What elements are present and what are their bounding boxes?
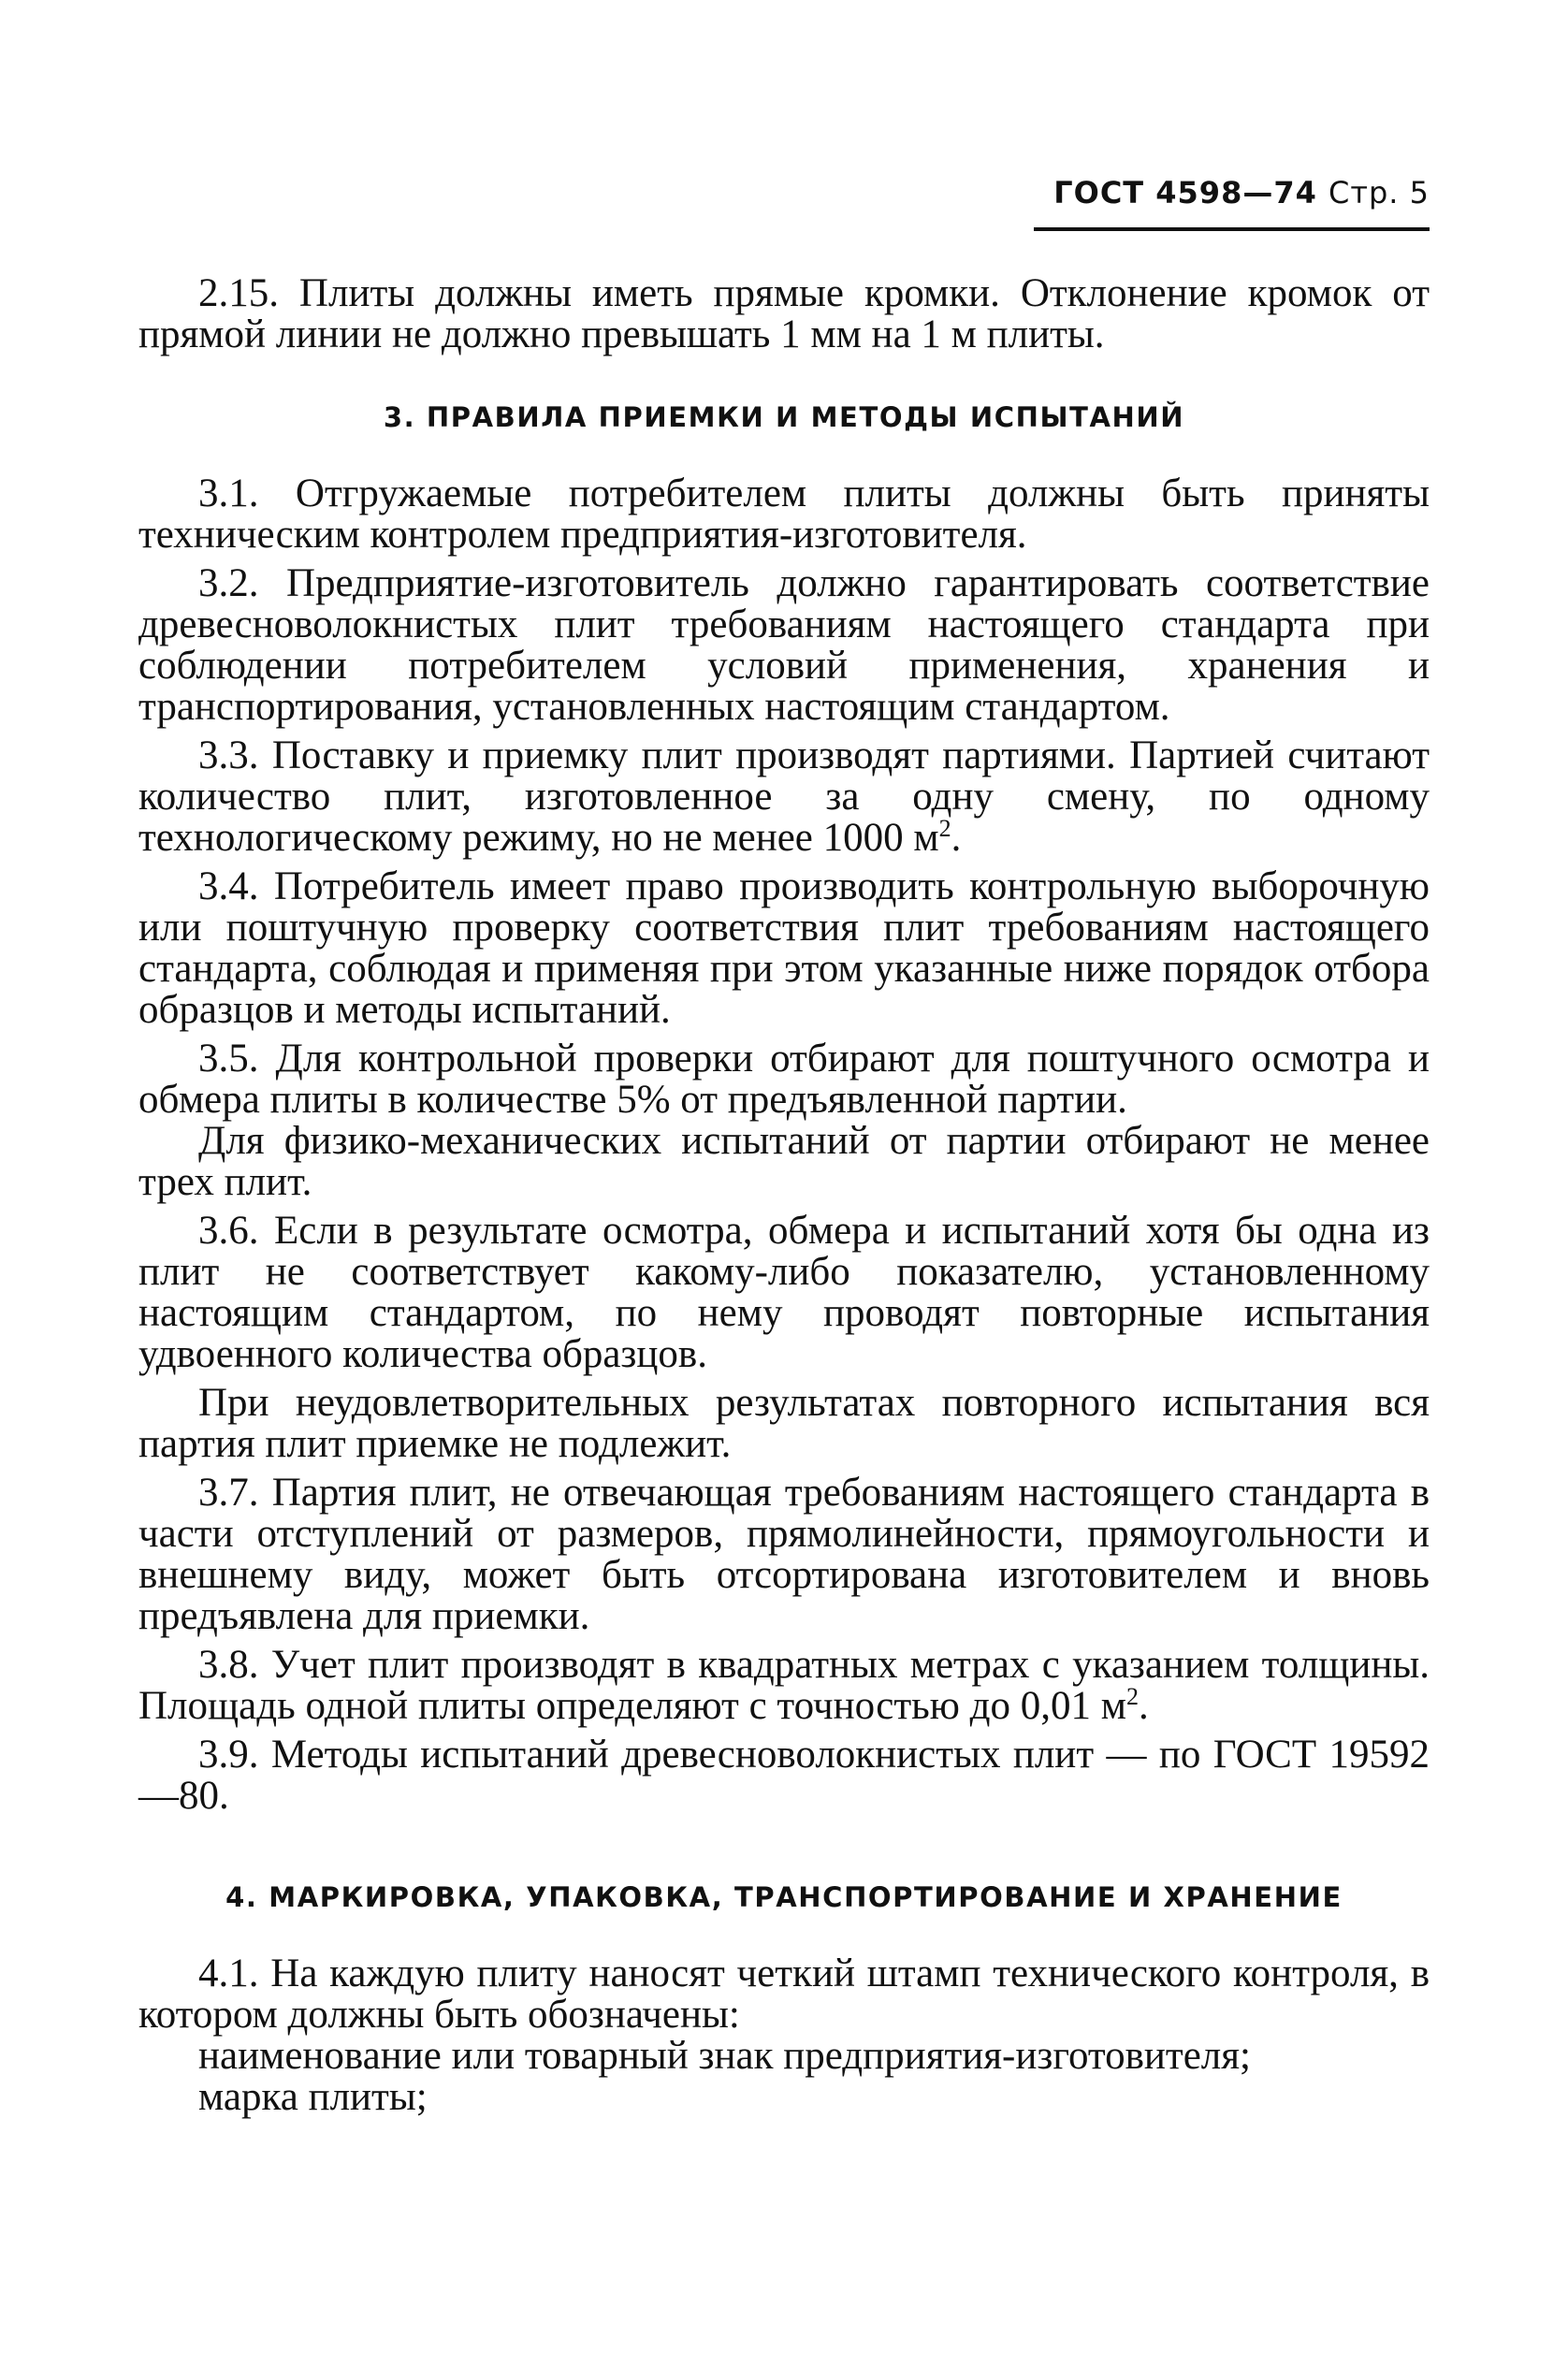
paragraph-3-3-end: .	[951, 816, 962, 860]
paragraph-3-9: 3.9. Методы испытаний древесноволокнистых плит — по ГОСТ 19592—80.	[138, 1733, 1430, 1818]
paragraph-3-5: 3.5. Для контрольной проверки отбирают для поштучного осмотра и обмера плиты в количестве 5% от предъявленной партии.	[138, 1037, 1430, 1122]
paragraph-3-4: 3.4. Потребитель имеет право производить контрольную выборочную или поштучную проверку соответствия плит требованиям настоящего стандарта, соблюдая и применяя при этом указанные ниже порядок отбора образцов и методы испытаний.	[138, 864, 1430, 1032]
paragraph-3-7: 3.7. Партия плит, не отвечающая требованиям настоящего стандарта в части отступлений от размеров, прямолинейности, прямоугольности и внешнему виду, может быть отсортирована изготовителем и вновь предъявлена для приемки.	[138, 1471, 1430, 1638]
squared-superscript: 2	[1125, 1683, 1139, 1710]
paragraph-3-8-end: .	[1138, 1684, 1149, 1728]
list-item: наименование или товарный знак предприятия-изготовителя;	[198, 2034, 1251, 2078]
paragraph-3-3	[138, 735, 1430, 859]
paragraph-2-15: 2.15. Плиты должны иметь прямые кромки. Отклонение кромок от прямой линии не должно превышать 1 мм на 1 м плиты.	[138, 271, 1430, 356]
paragraph-3-5-continued: Для физико-механических испытаний от партии отбирают не менее трех плит.	[138, 1119, 1430, 1204]
paragraph-3-6-continued: При неудовлетворительных результатах повторного испытания вся партия плит приемке не подлежит.	[138, 1381, 1430, 1466]
paragraph-4-1: 4.1. На каждую плиту наносят четкий штамп технического контроля, в котором должны быть обозначены:	[138, 1951, 1430, 2037]
page-header	[1027, 174, 1430, 211]
paragraph-3-6: 3.6. Если в результате осмотра, обмера и испытаний хотя бы одна из плит не соответствует какому-либо показателю, установленному настоящим стандартом, по нему проводят повторные испытания удвоенного количества образцов.	[138, 1209, 1430, 1376]
paragraph-3-3-text: 3.3. Поставку и приемку плит производят партиями. Партией считают количество плит, изготовленное за одну смену, по одному технологическому режиму, но не менее 1000 м	[138, 733, 1430, 860]
paragraph-3-8	[138, 1645, 1430, 1727]
paragraph-3-1: 3.1. Отгружаемые потребителем плиты должны быть приняты техническим контролем предприятия-изготовителя.	[138, 472, 1430, 557]
page-number: Стр. 5	[1328, 175, 1430, 210]
section-4-heading: 4. МАРКИРОВКА, УПАКОВКА, ТРАНСПОРТИРОВАНИЕ И ХРАНЕНИЕ	[225, 1881, 1343, 1913]
header-rule	[1034, 227, 1430, 231]
document-body	[138, 273, 1430, 2118]
standard-number: ГОСТ 4598—74	[1053, 175, 1317, 210]
paragraph-3-8-text: 3.8. Учет плит производят в квадратных метрах с указанием толщины. Площадь одной плиты определяют с точностью до 0,01 м	[138, 1643, 1430, 1728]
list-item: марка плиты;	[198, 2075, 428, 2119]
paragraph-3-2: 3.2. Предприятие-изготовитель должно гарантировать соответствие древесноволокнистых плит требованиям настоящего стандарта при соблюдении потребителем условий применения, хранения и транспортирования, установленных настоящим стандартом.	[138, 561, 1430, 729]
squared-superscript: 2	[938, 815, 951, 842]
section-3-heading: 3. ПРАВИЛА ПРИЕМКИ И МЕТОДЫ ИСПЫТАНИЙ	[383, 401, 1185, 433]
